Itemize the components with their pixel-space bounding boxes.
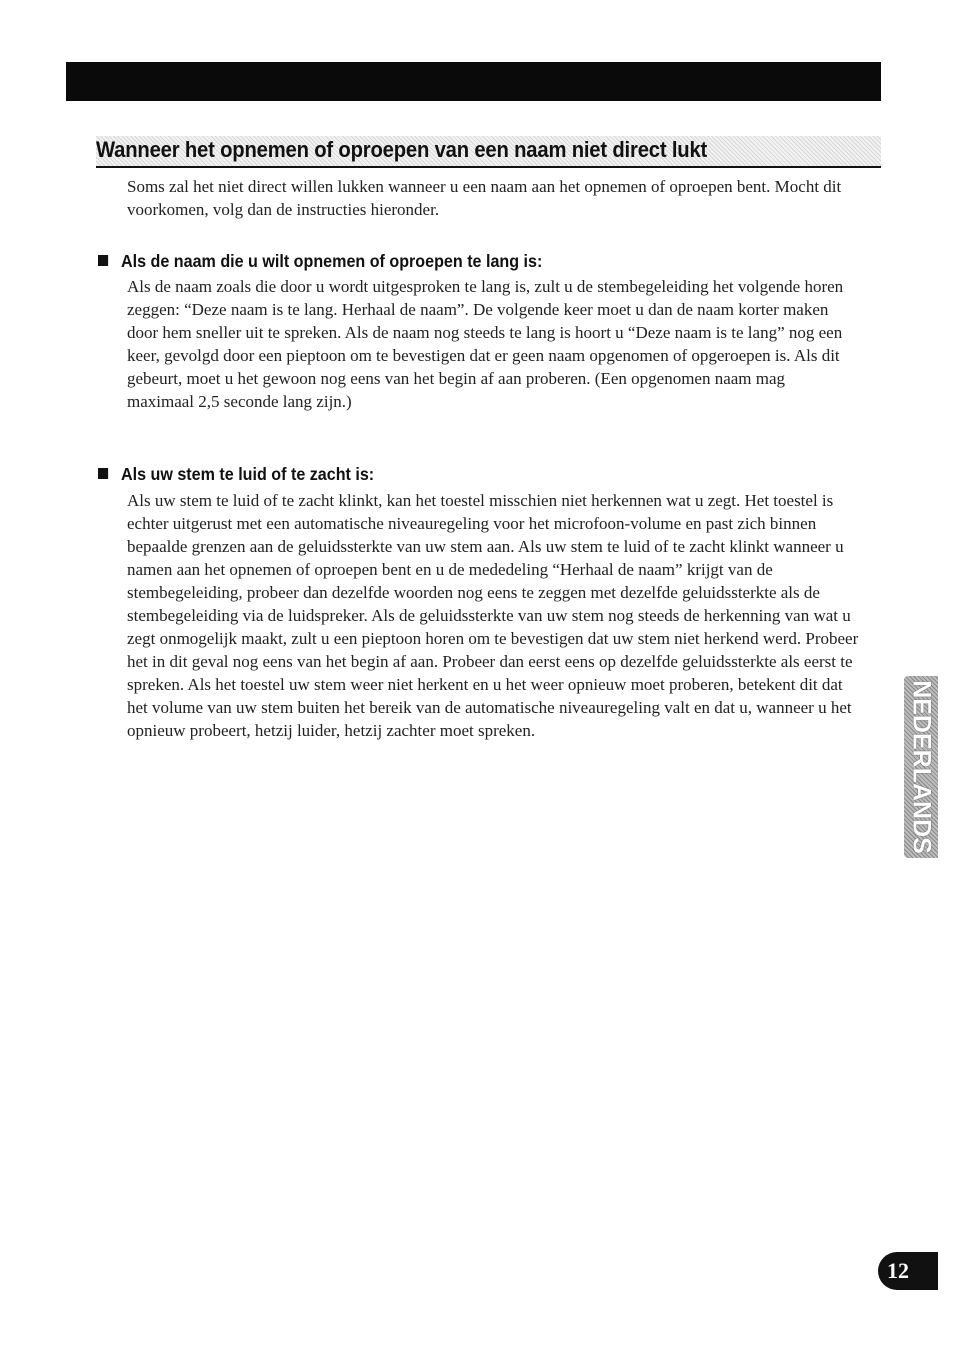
subheading-name-too-long xyxy=(98,250,542,272)
page-number-badge xyxy=(878,1252,938,1290)
section-title-band xyxy=(96,136,881,168)
intro-paragraph: Soms zal het niet direct willen lukken wanneer u een naam aan het opnemen of oproepen bent. Mocht dit voorkomen, volg dan de instructies hieronder. xyxy=(127,177,842,219)
paragraph-name-too-long: Als de naam zoals die door u wordt uitgesproken te lang is, zult u de stembegeleiding het volgende horen zeggen: “Deze naam is te lang. Herhaal de naam”. De volgende keer moet u dan de naam korter maken door hem sneller uit te spreken. Als de naam nog steeds te lang is hoort u “Deze naam is te lang” nog een keer, gevolgd door een pieptoon om te bevestigen dat er geen naam opgenomen of opgeroepen is. Als dit gebeurt, moet u het gewoon nog eens van het begin af aan proberen. (Een opgenomen naam mag maximaal 2,5 seconde lang zijn.) xyxy=(127,277,844,411)
header-bar xyxy=(66,62,881,101)
square-bullet-icon xyxy=(98,255,108,266)
language-tab-label: NEDERLANDS xyxy=(907,680,936,854)
subheading-text: Als de naam die u wilt opnemen of oproepen te lang is: xyxy=(121,251,543,271)
section-title: Wanneer het opnemen of oproepen van een naam niet direct lukt xyxy=(96,137,708,162)
subheading-text: Als uw stem te luid of te zacht is: xyxy=(121,464,375,484)
square-bullet-icon xyxy=(98,468,108,479)
language-side-tab xyxy=(904,676,938,858)
page-number: 12 xyxy=(887,1258,909,1283)
subheading-voice-volume xyxy=(98,463,374,485)
paragraph-voice-volume: Als uw stem te luid of te zacht klinkt, kan het toestel misschien niet herkennen wat u zegt. Het toestel is echter uitgerust met een automatische niveauregeling voor het microfoon-volume en past zich binnen bepaalde grenzen aan de geluidssterkte van uw stem aan. Als uw stem te luid of te zacht klinkt wanneer u namen aan het opnemen of oproepen bent en u de mededeling “Herhaal de naam” krijgt van de stembegeleiding, probeer dan dezelfde woorden nog eens te zeggen met dezelfde geluidssterkte als de stembegeleiding via de luidspreker. Als de geluidssterkte van uw stem nog steeds de herkenning van wat u zegt onmogelijk maakt, zult u een pieptoon horen om te bevestigen dat uw stem niet herkend werd. Probeer het in dit geval nog eens van het begin af aan. Probeer dan eerst eens op dezelfde geluidssterkte als eerst te spreken. Als het toestel uw stem weer niet herkent en u het weer opnieuw moet proberen, betekent dit dat het volume van uw stem buiten het bereik van de automatische niveauregeling valt en dat u, wanneer u het opnieuw probeert, hetzij luider, hetzij zachter moet spreken. xyxy=(127,491,859,740)
